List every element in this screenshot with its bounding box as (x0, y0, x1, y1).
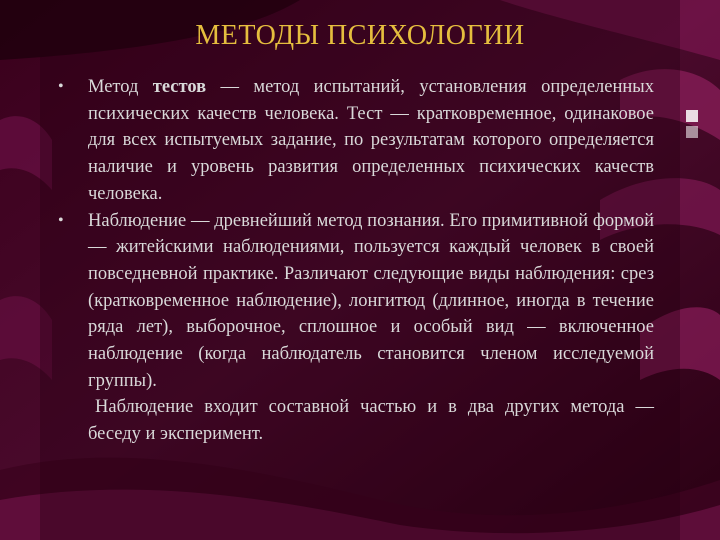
slide-title: МЕТОДЫ ПСИХОЛОГИИ (195, 20, 525, 51)
bullet1-prefix: Метод (88, 77, 153, 97)
bullet-item-observation (52, 208, 654, 395)
bullet-icon: • (58, 211, 64, 229)
bullet1-text: — метод испытаний, установления определенных психических качеств человека. Тест — кратковременное, одинаковое для всех испытуемых задание, по результатам которого определяется наличие и уровень развития определенных психических качеств человека. (88, 77, 654, 204)
bullet-icon: • (58, 78, 64, 95)
bullet2-text: Наблюдение — древнейший метод познания. Его примитивной формой — житейскими наблюдениями, пользуется каждый человек в своей повседневной практике. Различают следующие виды наблюдения: срез (кратковременное наблюдение), лонгитюд (длинное, иногда в течение ряда лет), выборочное, сплошное и особый вид — включенное наблюдение (когда наблюдатель становится членом исследуемой группы). (88, 210, 654, 391)
slide-content (52, 74, 654, 448)
bullet-item-tests (52, 74, 654, 208)
bullet1-bold-term: тестов (152, 77, 207, 97)
closing-paragraph: Наблюдение входит составной частью и в два других метода — беседу и эксперимент. (88, 397, 654, 445)
